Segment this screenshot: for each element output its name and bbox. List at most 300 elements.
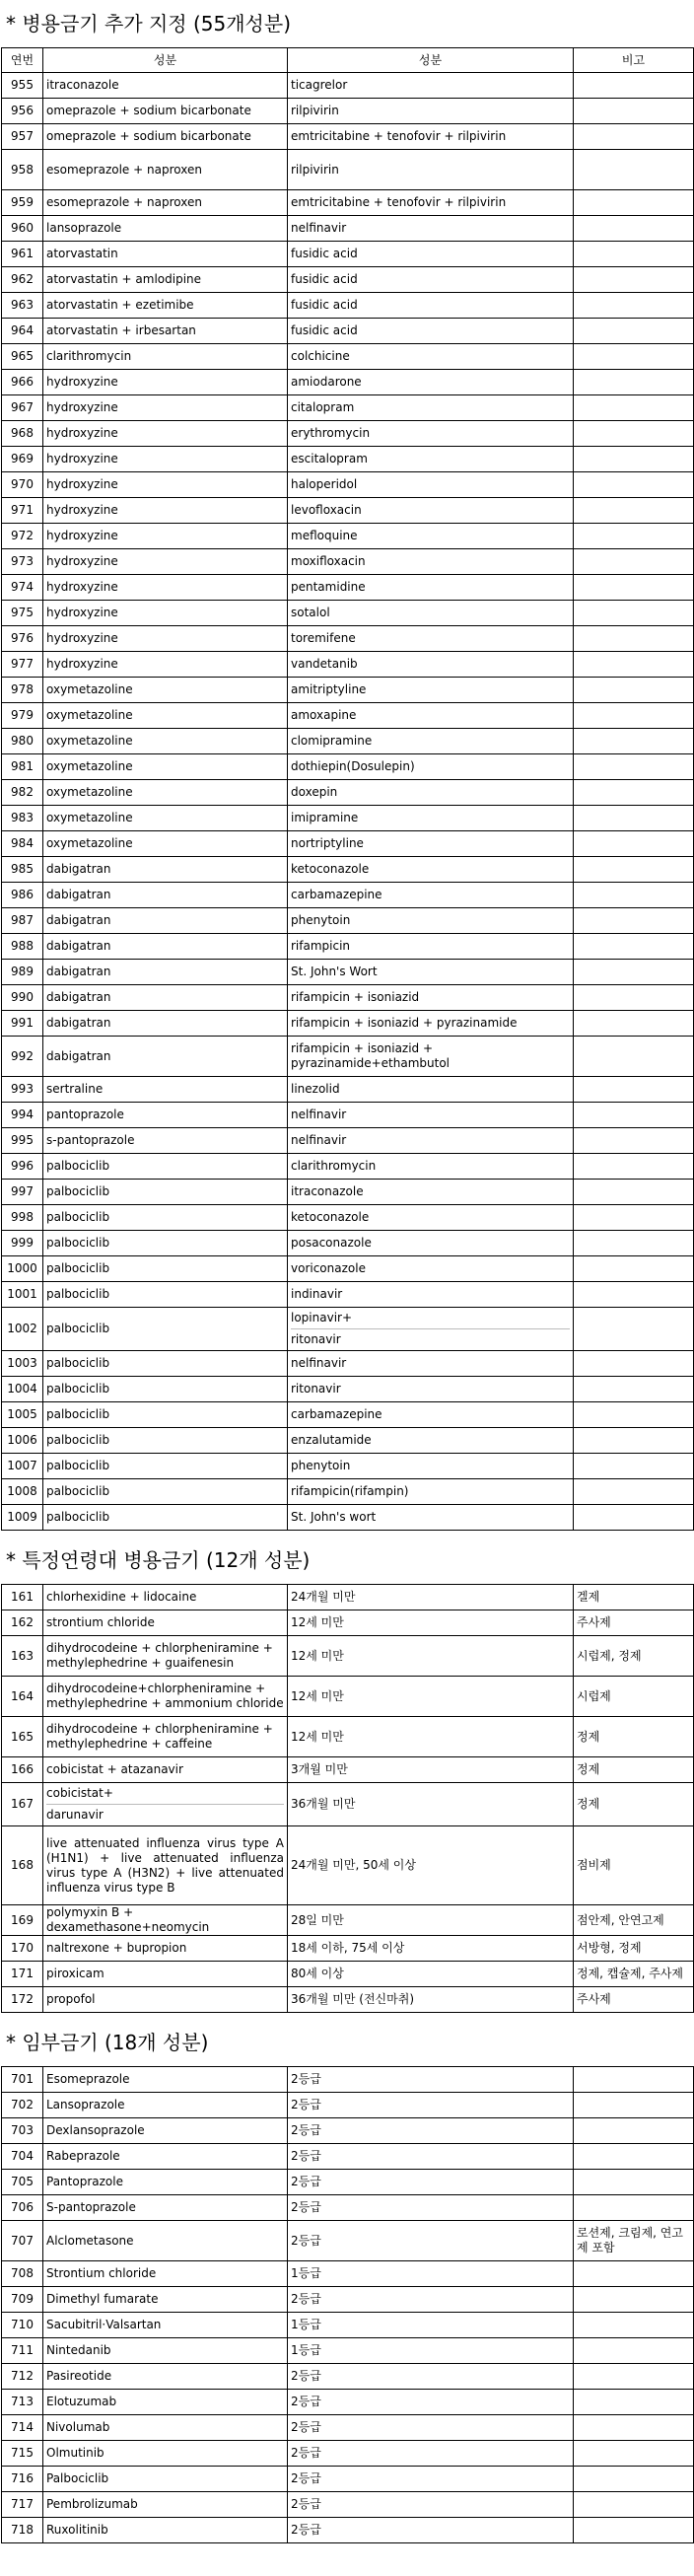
table-row (2, 1936, 694, 1962)
table-cell: palbociclib (43, 1351, 288, 1377)
table-row (2, 370, 694, 395)
table-cell: palbociclib (43, 1505, 288, 1531)
table-row (2, 395, 694, 421)
table-cell: 2등급 (288, 2093, 574, 2118)
table-cell: 966 (2, 370, 43, 395)
table-cell: 979 (2, 703, 43, 729)
table-row (2, 857, 694, 883)
table-row (2, 1256, 694, 1282)
table-cell (574, 908, 694, 934)
table-row (2, 242, 694, 267)
table-cell: Ruxolitinib (43, 2518, 288, 2543)
table-cell (574, 1037, 694, 1077)
table-cell (574, 1454, 694, 1479)
table-row (2, 2118, 694, 2144)
table-cell (288, 1308, 574, 1351)
table-cell (574, 806, 694, 831)
table-cell: palbociclib (43, 1154, 288, 1180)
table-cell: propofol (43, 1987, 288, 2013)
table-cell: hydroxyzine (43, 421, 288, 447)
table-cell: atorvastatin + ezetimibe (43, 293, 288, 319)
table-cell: 12세 미만 (288, 1610, 574, 1636)
table-cell: 12세 미만 (288, 1677, 574, 1717)
table-cell: 18세 이하, 75세 이상 (288, 1936, 574, 1962)
table-cell: 1등급 (288, 2338, 574, 2364)
table-cell: hydroxyzine (43, 472, 288, 498)
table-cell: 990 (2, 985, 43, 1011)
table-row (2, 447, 694, 472)
table-cell: nortriptyline (288, 831, 574, 857)
header-ingredient-a: 성분 (43, 48, 288, 73)
table-cell (574, 190, 694, 216)
table-cell: 998 (2, 1205, 43, 1231)
table-cell: hydroxyzine (43, 575, 288, 601)
table-cell: 2등급 (288, 2287, 574, 2313)
table-cell: 711 (2, 2338, 43, 2364)
table-cell: erythromycin (288, 421, 574, 447)
table-cell: 718 (2, 2518, 43, 2543)
table-cell: omeprazole + sodium bicarbonate (43, 124, 288, 150)
table-cell (574, 857, 694, 883)
table-cell: 28일 미만 (288, 1905, 574, 1936)
table-cell: 996 (2, 1154, 43, 1180)
table-cell: 3개월 미만 (288, 1757, 574, 1783)
header-no: 연번 (2, 48, 43, 73)
table-cell: hydroxyzine (43, 447, 288, 472)
table-cell: 2등급 (288, 2492, 574, 2518)
table-cell: dihydrocodeine + chlorpheniramine + methylephedrine + guaifenesin (43, 1636, 288, 1677)
table-cell: ketoconazole (288, 1205, 574, 1231)
table-cell: enzalutamide (288, 1428, 574, 1454)
table-row (2, 678, 694, 703)
table-cell (574, 1231, 694, 1256)
table-row (2, 1783, 694, 1826)
table-cell: 994 (2, 1103, 43, 1128)
table-cell: amitriptyline (288, 678, 574, 703)
table-cell (574, 652, 694, 678)
table-cell: dabigatran (43, 960, 288, 985)
table-cell: atorvastatin + irbesartan (43, 319, 288, 344)
table-row (2, 2144, 694, 2170)
table-cell: dabigatran (43, 857, 288, 883)
table-cell: Elotuzumab (43, 2390, 288, 2415)
table-row (2, 780, 694, 806)
table-cell: palbociclib (43, 1479, 288, 1505)
table-cell (574, 780, 694, 806)
table-cell: 708 (2, 2261, 43, 2287)
table-cell: fusidic acid (288, 319, 574, 344)
table-cell: 169 (2, 1905, 43, 1936)
table-cell: 980 (2, 729, 43, 754)
table-cell: 709 (2, 2287, 43, 2313)
table-cell: 1005 (2, 1402, 43, 1428)
table-cell (574, 883, 694, 908)
table-cell: 716 (2, 2467, 43, 2492)
table-cell: dihydrocodeine+chlorpheniramine + methylephedrine + ammonium chloride (43, 1677, 288, 1717)
table-cell: 1008 (2, 1479, 43, 1505)
table-cell: palbociclib (43, 1282, 288, 1308)
table-row (2, 2390, 694, 2415)
table-cell (574, 2467, 694, 2492)
table-cell: 982 (2, 780, 43, 806)
table-cell: 705 (2, 2170, 43, 2195)
table-cell: Pembrolizumab (43, 2492, 288, 2518)
table-cell: 976 (2, 626, 43, 652)
table-cell: 706 (2, 2195, 43, 2221)
table-cell: chlorhexidine + lidocaine (43, 1585, 288, 1610)
table-cell: 2등급 (288, 2118, 574, 2144)
table-cell: polymyxin B + dexamethasone+neomycin (43, 1905, 288, 1936)
table-cell (574, 549, 694, 575)
table-cell (574, 1256, 694, 1282)
table-cell: haloperidol (288, 472, 574, 498)
table-cell: 166 (2, 1757, 43, 1783)
table-cell: S-pantoprazole (43, 2195, 288, 2221)
table-cell: Strontium chloride (43, 2261, 288, 2287)
table-cell (574, 267, 694, 293)
table-cell: 965 (2, 344, 43, 370)
table-cell (574, 626, 694, 652)
table-cell (574, 678, 694, 703)
table-cell (574, 1282, 694, 1308)
table-row (2, 934, 694, 960)
table-cell (574, 1377, 694, 1402)
table-cell: 970 (2, 472, 43, 498)
table-cell: 1009 (2, 1505, 43, 1531)
table-row (2, 2195, 694, 2221)
table-cell: rifampicin + isoniazid (288, 985, 574, 1011)
table-row (2, 1610, 694, 1636)
table-cell: atorvastatin + amlodipine (43, 267, 288, 293)
table-cell (574, 2390, 694, 2415)
table-cell: s-pantoprazole (43, 1128, 288, 1154)
table-cell: 988 (2, 934, 43, 960)
table-cell: 2등급 (288, 2221, 574, 2261)
table-row (2, 806, 694, 831)
table-cell: 1007 (2, 1454, 43, 1479)
table-cell: hydroxyzine (43, 498, 288, 524)
table-cell: nelfinavir (288, 216, 574, 242)
table-cell: 겔제 (574, 1585, 694, 1610)
table-cell: citalopram (288, 395, 574, 421)
table-cell: 주사제 (574, 1987, 694, 2013)
table-cell: clomipramine (288, 729, 574, 754)
table-cell: imipramine (288, 806, 574, 831)
section3-title: * 임부금기 (18개 성분) (6, 2031, 209, 2054)
table-cell: 997 (2, 1180, 43, 1205)
table-cell: Dimethyl fumarate (43, 2287, 288, 2313)
table-row (2, 524, 694, 549)
table-cell (574, 1154, 694, 1180)
table-cell: 959 (2, 190, 43, 216)
table-cell: ticagrelor (288, 73, 574, 99)
table-cell (574, 344, 694, 370)
table-cell: indinavir (288, 1282, 574, 1308)
table-row (2, 1479, 694, 1505)
table-cell (43, 1783, 288, 1826)
table-cell: 24개월 미만 (288, 1585, 574, 1610)
table-row (2, 2364, 694, 2390)
table-cell: 2등급 (288, 2467, 574, 2492)
table-cell (574, 1205, 694, 1231)
table-cell: live attenuated influenza virus type A (H1N1) + live attenuated influenza virus type A (H3N2) + live attenuated influenza virus type B (43, 1826, 288, 1905)
table-row (2, 2170, 694, 2195)
table-cell: 172 (2, 1987, 43, 2013)
table-cell: ketoconazole (288, 857, 574, 883)
table-row (2, 1585, 694, 1610)
table-row (2, 2261, 694, 2287)
table-cell: 162 (2, 1610, 43, 1636)
table-cell: 시럽제, 정제 (574, 1636, 694, 1677)
table-cell: 주사제 (574, 1610, 694, 1636)
table-row (2, 2518, 694, 2543)
table-cell: 981 (2, 754, 43, 780)
table-row (2, 549, 694, 575)
table-cell: 707 (2, 2221, 43, 2261)
table-cell (574, 242, 694, 267)
header-ingredient-b: 성분 (288, 48, 574, 73)
section3-body (2, 2067, 694, 2543)
table-row (2, 1826, 694, 1905)
table-cell: escitalopram (288, 447, 574, 472)
table-cell: 1003 (2, 1351, 43, 1377)
table-row (2, 908, 694, 934)
table-cell: 974 (2, 575, 43, 601)
table-cell (574, 498, 694, 524)
table-row (2, 1103, 694, 1128)
table-cell: 168 (2, 1826, 43, 1905)
table-row (2, 626, 694, 652)
table-cell: 점안제, 안연고제 (574, 1905, 694, 1936)
header-note: 비고 (574, 48, 694, 73)
table-cell: 2등급 (288, 2441, 574, 2467)
table-cell (574, 1479, 694, 1505)
table-cell: 서방형, 정제 (574, 1936, 694, 1962)
table-cell: Nintedanib (43, 2338, 288, 2364)
table-cell: 1등급 (288, 2313, 574, 2338)
table-cell: 962 (2, 267, 43, 293)
table-cell: Rabeprazole (43, 2144, 288, 2170)
table-cell (574, 293, 694, 319)
table-cell: dihydrocodeine + chlorpheniramine + methylephedrine + caffeine (43, 1717, 288, 1757)
table-cell: 703 (2, 2118, 43, 2144)
table-cell: 983 (2, 806, 43, 831)
table-cell: 961 (2, 242, 43, 267)
table-row (2, 344, 694, 370)
table-cell: palbociclib (43, 1308, 288, 1351)
table-row (2, 1905, 694, 1936)
table-cell: 정제 (574, 1717, 694, 1757)
table-cell: palbociclib (43, 1428, 288, 1454)
table-cell (574, 2313, 694, 2338)
table-row (2, 1962, 694, 1987)
table-cell: esomeprazole + naproxen (43, 190, 288, 216)
table-cell: oxymetazoline (43, 831, 288, 857)
table-cell (574, 934, 694, 960)
table-row (2, 124, 694, 150)
table-cell: Nivolumab (43, 2415, 288, 2441)
table-cell (574, 395, 694, 421)
table-row (2, 216, 694, 242)
table-row (2, 2287, 694, 2313)
table-row (2, 2415, 694, 2441)
table-cell: dabigatran (43, 1037, 288, 1077)
table-row (2, 1128, 694, 1154)
table-cell: 164 (2, 1677, 43, 1717)
table-cell: 958 (2, 150, 43, 190)
table-cell: clarithromycin (288, 1154, 574, 1180)
table-row (2, 293, 694, 319)
table-row (2, 1717, 694, 1757)
table-cell: toremifene (288, 626, 574, 652)
table-cell: 995 (2, 1128, 43, 1154)
table-cell: 968 (2, 421, 43, 447)
table-cell: 999 (2, 1231, 43, 1256)
table-cell: Olmutinib (43, 2441, 288, 2467)
table-cell: St. John's wort (288, 1505, 574, 1531)
table-cell (574, 2287, 694, 2313)
table-cell: dothiepin(Dosulepin) (288, 754, 574, 780)
table-cell: fusidic acid (288, 267, 574, 293)
table-cell (574, 1077, 694, 1103)
table-row (2, 2467, 694, 2492)
table-cell (574, 985, 694, 1011)
table-cell: Pasireotide (43, 2364, 288, 2390)
table-cell: clarithromycin (43, 344, 288, 370)
table-cell: Alclometasone (43, 2221, 288, 2261)
table-row (2, 2313, 694, 2338)
table-cell: St. John's Wort (288, 960, 574, 985)
table-cell: amoxapine (288, 703, 574, 729)
table-cell: fusidic acid (288, 242, 574, 267)
table-cell (574, 2261, 694, 2287)
table-row (2, 985, 694, 1011)
table-cell: dabigatran (43, 934, 288, 960)
table-cell: 702 (2, 2093, 43, 2118)
table-cell (574, 124, 694, 150)
table-row (2, 2067, 694, 2093)
cell-line: cobicistat+ (46, 1786, 113, 1800)
table-row (2, 2221, 694, 2261)
section1-body (2, 73, 694, 1531)
table-cell: hydroxyzine (43, 626, 288, 652)
table-cell (574, 729, 694, 754)
table-cell (574, 2195, 694, 2221)
section1-title: * 병용금기 추가 지정 (55개성분) (6, 12, 292, 36)
table-cell: 167 (2, 1783, 43, 1826)
table-cell: 710 (2, 2313, 43, 2338)
table-cell: moxifloxacin (288, 549, 574, 575)
table-row (2, 601, 694, 626)
table-row (2, 190, 694, 216)
table-cell: palbociclib (43, 1402, 288, 1428)
cell-line: lopinavir+ (291, 1311, 353, 1324)
table-cell: 971 (2, 498, 43, 524)
table-row (2, 1037, 694, 1077)
table-cell: hydroxyzine (43, 370, 288, 395)
table-cell: Esomeprazole (43, 2067, 288, 2093)
table-row (2, 960, 694, 985)
table-cell (574, 575, 694, 601)
table-row (2, 319, 694, 344)
table-cell: 24개월 미만, 50세 이상 (288, 1826, 574, 1905)
table-cell (574, 1505, 694, 1531)
table-cell: hydroxyzine (43, 395, 288, 421)
table-cell: 2등급 (288, 2518, 574, 2543)
table-cell: Lansoprazole (43, 2093, 288, 2118)
table-cell: oxymetazoline (43, 703, 288, 729)
table-row (2, 1011, 694, 1037)
section2-body (2, 1585, 694, 2013)
table-cell (574, 216, 694, 242)
section1-table (1, 47, 694, 1531)
table-cell: levofloxacin (288, 498, 574, 524)
table-cell (574, 2492, 694, 2518)
table-cell: hydroxyzine (43, 524, 288, 549)
table-cell (574, 2144, 694, 2170)
table-row (2, 652, 694, 678)
table-cell: hydroxyzine (43, 601, 288, 626)
table-cell: 2등급 (288, 2415, 574, 2441)
table-cell: palbociclib (43, 1454, 288, 1479)
table-cell: 2등급 (288, 2364, 574, 2390)
table-row (2, 1154, 694, 1180)
table-cell: itraconazole (288, 1180, 574, 1205)
table-cell: colchicine (288, 344, 574, 370)
table-cell: 712 (2, 2364, 43, 2390)
table-cell: 로션제, 크림제, 연고제 포함 (574, 2221, 694, 2261)
table-cell: 1000 (2, 1256, 43, 1282)
table-cell: voriconazole (288, 1256, 574, 1282)
table-cell: 점비제 (574, 1826, 694, 1905)
table-cell: 972 (2, 524, 43, 549)
table-cell: ritonavir (288, 1377, 574, 1402)
table-cell (574, 472, 694, 498)
table-cell (574, 370, 694, 395)
table-cell: 993 (2, 1077, 43, 1103)
table-cell: 1001 (2, 1282, 43, 1308)
table-cell (574, 1402, 694, 1428)
table-row (2, 2338, 694, 2364)
table-cell: palbociclib (43, 1205, 288, 1231)
table-cell: 171 (2, 1962, 43, 1987)
table-row (2, 1428, 694, 1454)
table-cell: oxymetazoline (43, 806, 288, 831)
table-cell: esomeprazole + naproxen (43, 150, 288, 190)
table-cell (574, 2518, 694, 2543)
table-cell (574, 2170, 694, 2195)
table-cell (574, 421, 694, 447)
table-cell (574, 524, 694, 549)
table-cell: 975 (2, 601, 43, 626)
table-cell: palbociclib (43, 1180, 288, 1205)
table-cell: 정제 (574, 1757, 694, 1783)
table-cell: nelfinavir (288, 1351, 574, 1377)
table-cell: emtricitabine + tenofovir + rilpivirin (288, 190, 574, 216)
table-row (2, 2441, 694, 2467)
table-cell: Palbociclib (43, 2467, 288, 2492)
table-row (2, 1987, 694, 2013)
table-row (2, 1505, 694, 1531)
table-row (2, 729, 694, 754)
table-cell: 정제, 캡슐제, 주사제 (574, 1962, 694, 1987)
table-cell: 정제 (574, 1783, 694, 1826)
table-cell (574, 2093, 694, 2118)
table-row (2, 1180, 694, 1205)
table-row (2, 1351, 694, 1377)
table-cell (574, 73, 694, 99)
table-cell: hydroxyzine (43, 652, 288, 678)
